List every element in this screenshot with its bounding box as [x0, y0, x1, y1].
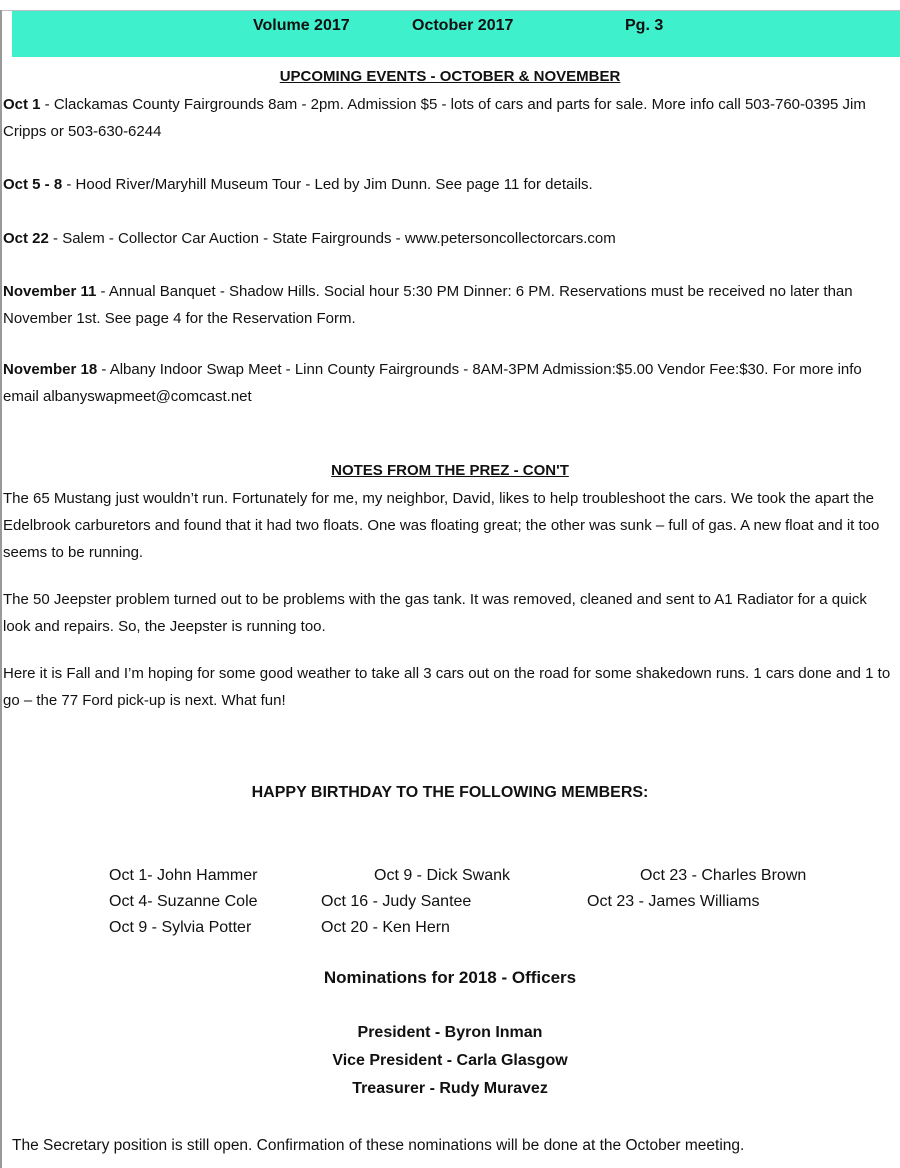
- newsletter-header-band: [12, 11, 900, 57]
- event-text: - Albany Indoor Swap Meet - Linn County Fairgrounds - 8AM-3PM Admission:$5.00 Vendor Fee:$30. For more info email albanyswapmeet@comcast.net: [3, 361, 862, 405]
- prez-paragraph: The 65 Mustang just wouldn’t run. Fortunately for me, my neighbor, David, likes to help troubleshoot the cars. We took the apart the Edelbrook carburetors and found that it had two floats. One was floating great; the other was sunk – full of gas. A new float and it too seems to be running.: [3, 490, 880, 561]
- event-text: - Salem - Collector Car Auction - State Fairgrounds - www.petersoncollectorcars.com: [48, 230, 616, 247]
- event-text: - Annual Banquet - Shadow Hills. Social hour 5:30 PM Dinner: 6 PM. Reservations must be received no later than November 1st. See page 4 for the Reservation Form.: [3, 283, 853, 327]
- event-date: Oct 5 - 8: [3, 176, 63, 193]
- birthday-entry: Oct 9 - Sylvia Potter: [109, 919, 252, 936]
- birthday-entry: Oct 16 - Judy Santee: [321, 893, 472, 910]
- nominations-heading: Nominations for 2018 - Officers: [323, 968, 577, 987]
- events-heading: UPCOMING EVENTS - OCTOBER & NOVEMBER: [279, 68, 621, 85]
- page-left-border: [0, 10, 2, 1168]
- issue-month: October 2017: [412, 17, 514, 34]
- volume-label: Volume 2017: [253, 17, 350, 34]
- event-item: [3, 225, 893, 252]
- prez-paragraph: The 50 Jeepster problem turned out to be problems with the gas tank. It was removed, cleaned and sent to A1 Radiator for a quick look and repairs. So, the Jeepster is running too.: [3, 591, 867, 635]
- event-text: - Clackamas County Fairgrounds 8am - 2pm. Admission $5 - lots of cars and parts for sale. More info call 503-760-0395 Jim Cripps or 503-630-6244: [3, 96, 866, 140]
- birthday-heading: HAPPY BIRTHDAY TO THE FOLLOWING MEMBERS:: [251, 784, 649, 801]
- birthday-entry: Oct 23 - James Williams: [587, 893, 760, 910]
- event-date: Oct 22: [3, 230, 49, 247]
- birthday-entry: Oct 23 - Charles Brown: [640, 867, 807, 884]
- prez-paragraph: Here it is Fall and I’m hoping for some good weather to take all 3 cars out on the road for some shakedown runs. 1 cars done and 1 to go – the 77 Ford pick-up is next. What fun!: [3, 665, 891, 709]
- event-item: [3, 171, 893, 198]
- event-date: November 11: [3, 283, 97, 300]
- officer-nominee: Treasurer - Rudy Muravez: [352, 1080, 548, 1097]
- officer-nominee: Vice President - Carla Glasgow: [332, 1052, 568, 1069]
- event-date: Oct 1: [3, 96, 41, 113]
- event-item: [3, 356, 893, 410]
- birthday-entry: Oct 1- John Hammer: [109, 867, 258, 884]
- event-date: November 18: [3, 361, 98, 378]
- birthday-entry: Oct 9 - Dick Swank: [374, 867, 511, 884]
- officer-nominee: President - Byron Inman: [357, 1024, 543, 1041]
- birthday-entry: Oct 4- Suzanne Cole: [109, 893, 258, 910]
- prez-heading: NOTES FROM THE PREZ - CON'T: [331, 462, 569, 479]
- event-item: [3, 278, 893, 332]
- event-item: [3, 91, 893, 145]
- birthday-entry: Oct 20 - Ken Hern: [321, 919, 450, 936]
- event-text: - Hood River/Maryhill Museum Tour - Led by Jim Dunn. See page 11 for details.: [62, 176, 593, 193]
- page-number: Pg. 3: [625, 17, 664, 34]
- secretary-note: The Secretary position is still open. Confirmation of these nominations will be done at the October meeting.: [12, 1137, 745, 1154]
